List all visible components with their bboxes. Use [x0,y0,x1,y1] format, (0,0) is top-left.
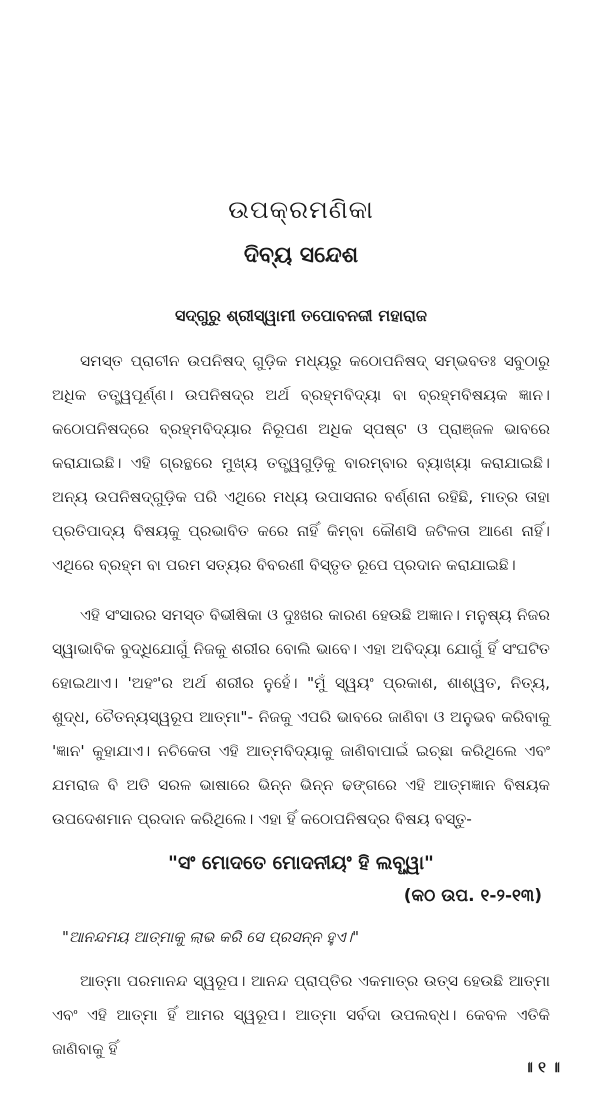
paragraph-2: ଏହି ସଂସାରର ସମସ୍ତ ବିଭୀଷିକା ଓ ଦୁଃଖର କାରଣ ହେଉଛି ଅଜ୍ଞାନ। ମନୁଷ୍ୟ ନିଜର ସ୍ୱାଭାବିକ ବୁଦ୍ଧିଯୋଗୁଁ ନିଜକୁ ଶରୀର ବୋଲି ଭାବେ। ଏହା ଅବିଦ୍ୟା ଯୋଗୁଁ ହିଁ ସଂଘଟିତ ହୋଇଥାଏ। 'ଅହଂ'ର ଅର୍ଥ ଶରୀର ନୁହେଁ। "ମୁଁ ସ୍ୱୟଂ ପ୍ରକାଶ, ଶାଶ୍ୱତ, ନିତ୍ୟ, ଶୁଦ୍ଧ, ଚୈତନ୍ୟସ୍ୱରୂପ ଆତ୍ମା"- ନିଜକୁ ଏପରି ଭାବରେ ଜାଣିବା ଓ ଅନୁଭବ କରିବାକୁ 'ଜ୍ଞାନ' କୁହାଯାଏ। ନଚିକେତା ଏହି ଆତ୍ମବିଦ୍ୟାକୁ ଜାଣିବାପାଇଁ ଇଚ୍ଛା କରିଥିଲେ ଏବଂ ଯମରାଜ ବି ଅତି ସରଳ ଭାଷାରେ ଭିନ୍ନ ଭିନ୍ନ ଢଙ୍ଗରେ ଏହି ଆତ୍ମଜ୍ଞାନ ବିଷୟକ ଉପଦେଶମାନ ପ୍ରଦାନ କରିଥିଲେ। ଏହା ହିଁ କଠୋପନିଷଦ୍‌ର ବିଷୟ ବସ୍ତୁ- [52,606,550,828]
quote-translation: "ଆନନ୍ଦମୟ ଆତ୍ମାକୁ ଲାଭ କରି ସେ ପ୍ରସନ୍ନ ହୁଏ।" [62,928,360,946]
sanskrit-quote: "ସଂ ମୋଦତେ ମୋଦନୀୟଂ ହି ଲବ୍ଧ୍ୱା" [168,852,434,874]
author-line: ସଦ୍‌ଗୁରୁ ଶ୍ରୀସ୍ୱାମୀ ତପୋବନଜୀ ମହାରାଜ [175,306,427,325]
section-title: ଉପକ୍ରମଣିକା [228,195,374,224]
page-number: ॥ ୧ ॥ [524,1058,560,1076]
quote-reference: (କଠ ଉପ. ୧-୨-୧୩) [403,886,542,906]
subtitle: ଦିବ୍ୟ ସନ୍ଦେଶ [243,243,359,268]
closing-paragraph: ଆତ୍ମା ପରମାନନ୍ଦ ସ୍ୱରୂପ। ଆନନ୍ଦ ପ୍ରାପ୍ତିର ଏକମାତ୍ର ଉତ୍ସ ହେଉଛି ଆତ୍ମା ଏବଂ ଏହି ଆତ୍ମା ହିଁ ଆମର ସ୍ୱରୂପ। ଆତ୍ମା ସର୍ବଦା ଉପଲବ୍ଧ। କେବଳ ଏତିକି ଜାଣିବାକୁ ହିଁ [52,972,550,1058]
paragraph-1: ସମସ୍ତ ପ୍ରାଚୀନ ଉପନିଷଦ୍ ଗୁଡ଼ିକ ମଧ୍ୟରୁ କଠୋପନିଷଦ୍ ସମ୍ଭବତଃ ସବୁଠାରୁ ଅଧିକ ତତ୍ତ୍ୱପୂର୍ଣ୍ଣ। ଉପନିଷଦ୍‌ର ଅର୍ଥ ବ୍ରହ୍ମବିଦ୍ୟା ବା ବ୍ରହ୍ମବିଷୟକ ଜ୍ଞାନ। କଠୋପନିଷଦ୍‌ରେ ବ୍ରହ୍ମବିଦ୍ୟାର ନିରୂପଣ ଅଧିକ ସ୍ପଷ୍ଟ ଓ ପ୍ରାଞ୍ଜଳ ଭାବରେ କରାଯାଇଛି। ଏହି ଗ୍ରନ୍ଥରେ ମୁଖ୍ୟ ତତ୍ତ୍ୱଗୁଡ଼ିକୁ ବାରମ୍ବାର ବ୍ୟାଖ୍ୟା କରାଯାଇଛି। ଅନ୍ୟ ଉପନିଷଦ୍‌ଗୁଡ଼ିକ ପରି ଏଥିରେ ମଧ୍ୟ ଉପାସନାର ବର୍ଣ୍ଣନା ରହିଛି, ମାତ୍ର ତାହା ପ୍ରତିପାଦ୍ୟ ବିଷୟକୁ ପ୍ରଭାବିତ କରେ ନାହିଁ କିମ୍ବା କୌଣସି ଜଟିଳତା ଆଣେ ନାହିଁ। ଏଥିରେ ବ୍ରହ୍ମ ବା ପରମ ସତ୍ୟର ବିବରଣୀ ବିସ୍ତୃତ ରୂପେ ପ୍ରଦାନ କରାଯାଇଛି। [52,352,550,574]
